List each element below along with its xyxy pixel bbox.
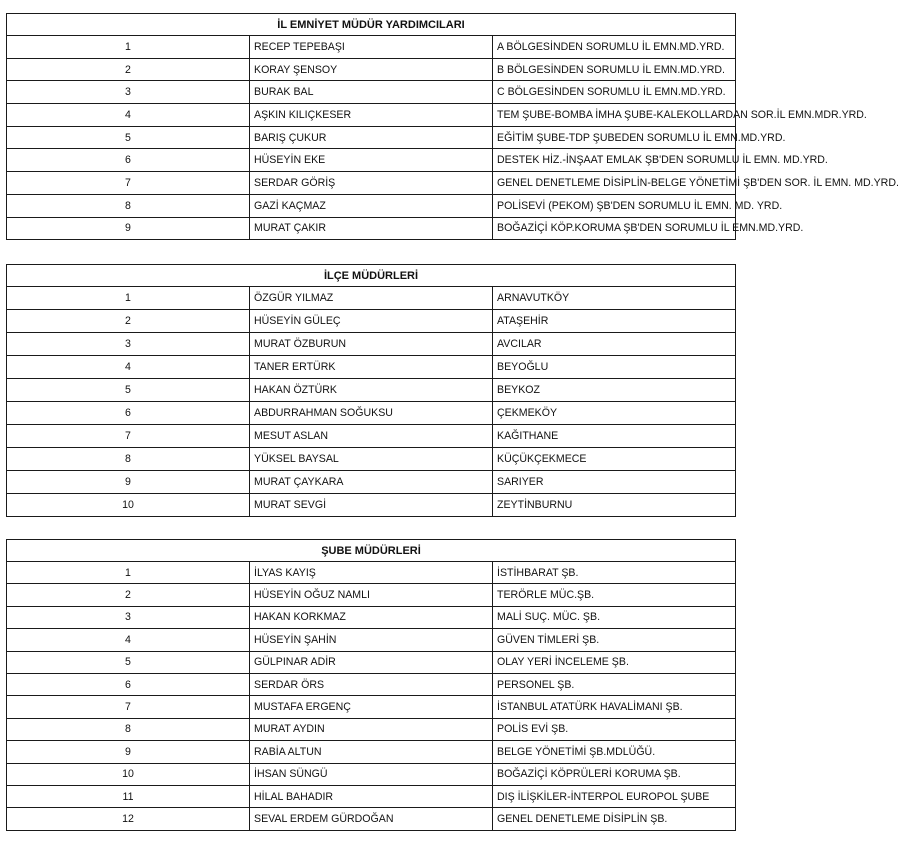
position-title: PERSONEL ŞB. — [493, 673, 736, 695]
row-number: 3 — [7, 333, 250, 356]
person-name: YÜKSEL BAYSAL — [250, 448, 493, 471]
position-title: POLİS EVİ ŞB. — [493, 718, 736, 740]
section-table-branch-directors — [6, 539, 736, 831]
person-name: MURAT ÖZBURUN — [250, 333, 493, 356]
row-number: 5 — [7, 651, 250, 673]
row-number: 2 — [7, 58, 250, 81]
row-number: 11 — [7, 785, 250, 807]
table-row — [7, 808, 736, 830]
position-title: ÇEKMEKÖY — [493, 402, 736, 425]
table-row — [7, 651, 736, 673]
person-name: HAKAN ÖZTÜRK — [250, 379, 493, 402]
position-title: ATAŞEHİR — [493, 310, 736, 333]
row-number: 10 — [7, 494, 250, 517]
position-title: SARIYER — [493, 471, 736, 494]
table-row — [7, 402, 736, 425]
position-title: TEM ŞUBE-BOMBA İMHA ŞUBE-KALEKOLLARDAN SOR.İL EMN.MDR.YRD. — [493, 104, 736, 127]
table-row — [7, 172, 736, 195]
position-title: KAĞITHANE — [493, 425, 736, 448]
section-header-row — [7, 540, 736, 562]
table-row — [7, 126, 736, 149]
position-title: B BÖLGESİNDEN SORUMLU İL EMN.MD.YRD. — [493, 58, 736, 81]
row-number: 12 — [7, 808, 250, 830]
table-row — [7, 379, 736, 402]
person-name: HÜSEYİN EKE — [250, 149, 493, 172]
position-title: MALİ SUÇ. MÜC. ŞB. — [493, 606, 736, 628]
table-row — [7, 310, 736, 333]
person-name: HÜSEYİN ŞAHİN — [250, 629, 493, 651]
row-number: 4 — [7, 356, 250, 379]
position-title: OLAY YERİ İNCELEME ŞB. — [493, 651, 736, 673]
position-title: ZEYTİNBURNU — [493, 494, 736, 517]
person-name: ABDURRAHMAN SOĞUKSU — [250, 402, 493, 425]
row-number: 7 — [7, 696, 250, 718]
person-name: MURAT ÇAKIR — [250, 217, 493, 240]
person-name: ÖZGÜR YILMAZ — [250, 287, 493, 310]
row-number: 3 — [7, 606, 250, 628]
position-title: BEYOĞLU — [493, 356, 736, 379]
position-title: BOĞAZİÇİ KÖP.KORUMA ŞB'DEN SORUMLU İL EMN.MD.YRD. — [493, 217, 736, 240]
row-number: 8 — [7, 448, 250, 471]
position-title: İSTİHBARAT ŞB. — [493, 562, 736, 584]
position-title: BEYKOZ — [493, 379, 736, 402]
person-name: MUSTAFA ERGENÇ — [250, 696, 493, 718]
person-name: HÜSEYİN GÜLEÇ — [250, 310, 493, 333]
person-name: İLYAS KAYIŞ — [250, 562, 493, 584]
row-number: 9 — [7, 217, 250, 240]
person-name: MESUT ASLAN — [250, 425, 493, 448]
person-name: GAZİ KAÇMAZ — [250, 194, 493, 217]
table-row — [7, 494, 736, 517]
table-row — [7, 356, 736, 379]
person-name: SERDAR ÖRS — [250, 673, 493, 695]
row-number: 4 — [7, 629, 250, 651]
table-row — [7, 36, 736, 59]
table-row — [7, 149, 736, 172]
row-number: 3 — [7, 81, 250, 104]
table-row — [7, 471, 736, 494]
position-title: ARNAVUTKÖY — [493, 287, 736, 310]
table-row — [7, 562, 736, 584]
row-number: 6 — [7, 149, 250, 172]
person-name: KORAY ŞENSOY — [250, 58, 493, 81]
row-number: 2 — [7, 584, 250, 606]
person-name: MURAT AYDIN — [250, 718, 493, 740]
table-row — [7, 104, 736, 127]
position-title: KÜÇÜKÇEKMECE — [493, 448, 736, 471]
position-title: DESTEK HİZ.-İNŞAAT EMLAK ŞB'DEN SORUMLU İL EMN. MD.YRD. — [493, 149, 736, 172]
person-name: BARIŞ ÇUKUR — [250, 126, 493, 149]
person-name: BURAK BAL — [250, 81, 493, 104]
table-row — [7, 741, 736, 763]
table-row — [7, 448, 736, 471]
table-row — [7, 606, 736, 628]
table-row — [7, 425, 736, 448]
row-number: 1 — [7, 36, 250, 59]
row-number: 7 — [7, 425, 250, 448]
person-name: MURAT ÇAYKARA — [250, 471, 493, 494]
table-row — [7, 81, 736, 104]
table-row — [7, 217, 736, 240]
position-title: GENEL DENETLEME DİSİPLİN-BELGE YÖNETİMİ ŞB'DEN SOR. İL EMN. MD.YRD. — [493, 172, 736, 195]
section-table-deputy-chiefs — [6, 13, 899, 240]
position-title: GÜVEN TİMLERİ ŞB. — [493, 629, 736, 651]
row-number: 6 — [7, 673, 250, 695]
table-row — [7, 718, 736, 740]
section-table-district-directors — [6, 264, 736, 517]
position-title: BELGE YÖNETİMİ ŞB.MDLÜĞÜ. — [493, 741, 736, 763]
row-number: 4 — [7, 104, 250, 127]
position-title: TERÖRLE MÜC.ŞB. — [493, 584, 736, 606]
row-number: 9 — [7, 471, 250, 494]
section-title: ŞUBE MÜDÜRLERİ — [7, 540, 736, 562]
person-name: AŞKIN KILIÇKESER — [250, 104, 493, 127]
position-title: DIŞ İLİŞKİLER-İNTERPOL EUROPOL ŞUBE — [493, 785, 736, 807]
table-row — [7, 696, 736, 718]
row-number: 1 — [7, 562, 250, 584]
position-title: EĞİTİM ŞUBE-TDP ŞUBEDEN SORUMLU İL EMN.MD.YRD. — [493, 126, 736, 149]
table-row — [7, 584, 736, 606]
table-row — [7, 194, 736, 217]
section-title: İL EMNİYET MÜDÜR YARDIMCILARI — [7, 14, 736, 36]
person-name: RABİA ALTUN — [250, 741, 493, 763]
person-name: MURAT SEVGİ — [250, 494, 493, 517]
table-row — [7, 785, 736, 807]
table-row — [7, 58, 736, 81]
position-title: GENEL DENETLEME DİSİPLİN ŞB. — [493, 808, 736, 830]
person-name: SERDAR GÖRİŞ — [250, 172, 493, 195]
table-row — [7, 333, 736, 356]
person-name: HAKAN KORKMAZ — [250, 606, 493, 628]
row-number: 1 — [7, 287, 250, 310]
row-number: 10 — [7, 763, 250, 785]
person-name: HÜSEYİN OĞUZ NAMLI — [250, 584, 493, 606]
row-number: 9 — [7, 741, 250, 763]
row-number: 8 — [7, 194, 250, 217]
row-number: 2 — [7, 310, 250, 333]
row-number: 7 — [7, 172, 250, 195]
person-name: TANER ERTÜRK — [250, 356, 493, 379]
person-name: İHSAN SÜNGÜ — [250, 763, 493, 785]
section-header-row — [7, 14, 736, 36]
position-title: AVCILAR — [493, 333, 736, 356]
person-name: RECEP TEPEBAŞI — [250, 36, 493, 59]
row-number: 5 — [7, 379, 250, 402]
person-name: SEVAL ERDEM GÜRDOĞAN — [250, 808, 493, 830]
table-row — [7, 673, 736, 695]
row-number: 8 — [7, 718, 250, 740]
position-title: BOĞAZİÇİ KÖPRÜLERİ KORUMA ŞB. — [493, 763, 736, 785]
person-name: HİLAL BAHADIR — [250, 785, 493, 807]
section-title: İLÇE MÜDÜRLERİ — [7, 265, 736, 287]
table-row — [7, 629, 736, 651]
row-number: 5 — [7, 126, 250, 149]
row-number: 6 — [7, 402, 250, 425]
table-row — [7, 763, 736, 785]
position-title: POLİSEVİ (PEKOM) ŞB'DEN SORUMLU İL EMN. MD. YRD. — [493, 194, 736, 217]
section-header-row — [7, 265, 736, 287]
position-title: İSTANBUL ATATÜRK HAVALİMANI ŞB. — [493, 696, 736, 718]
position-title: A BÖLGESİNDEN SORUMLU İL EMN.MD.YRD. — [493, 36, 736, 59]
person-name: GÜLPINAR ADİR — [250, 651, 493, 673]
table-row — [7, 287, 736, 310]
position-title: C BÖLGESİNDEN SORUMLU İL EMN.MD.YRD. — [493, 81, 736, 104]
